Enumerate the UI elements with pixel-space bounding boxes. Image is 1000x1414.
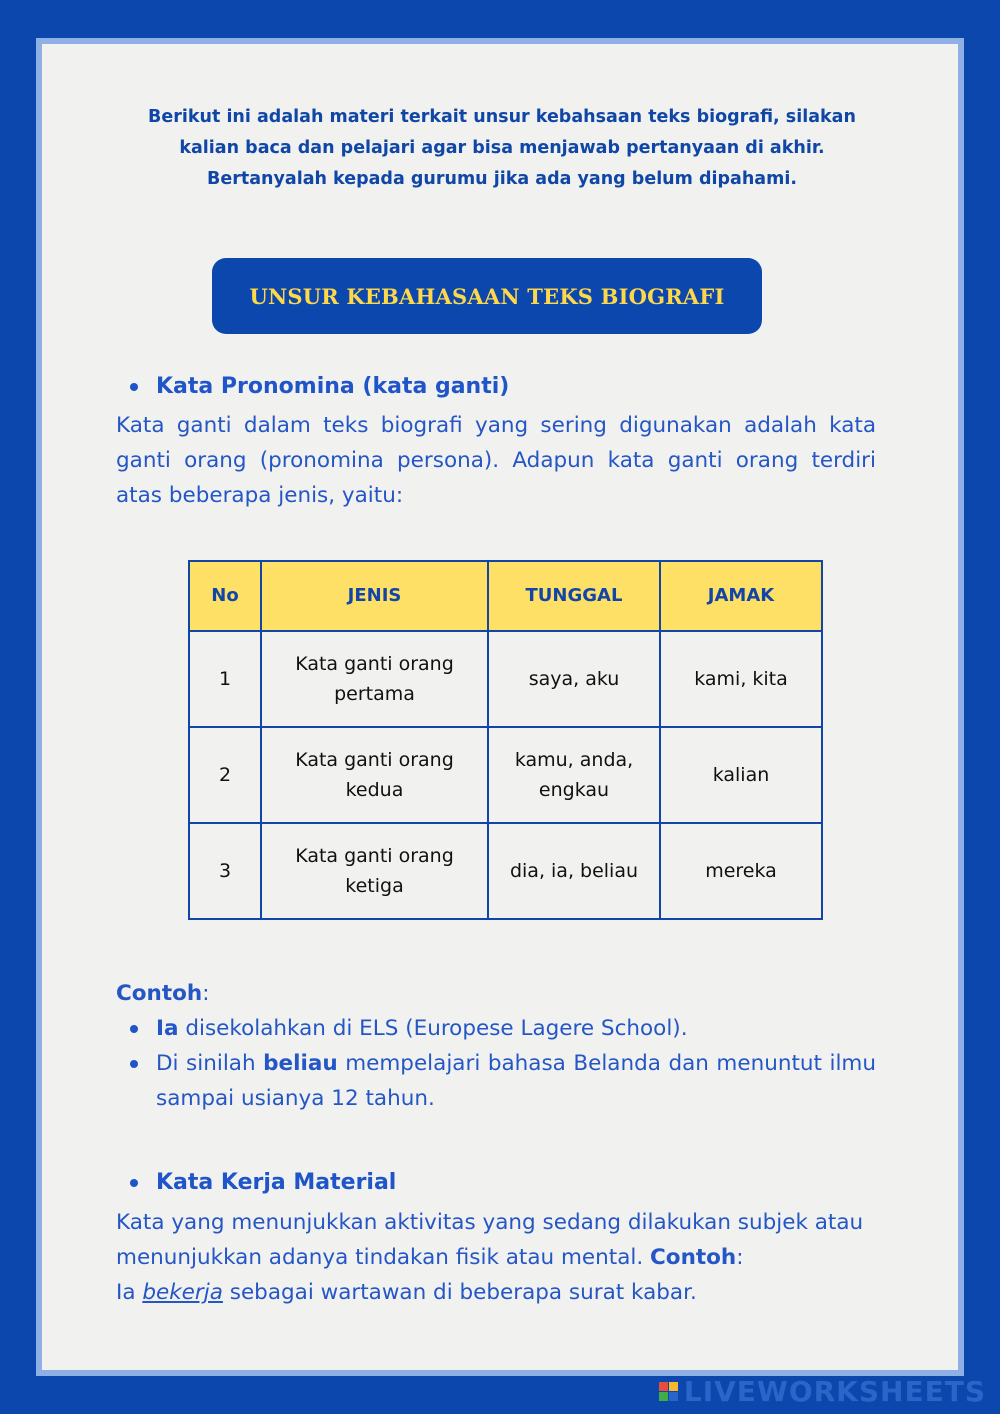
cell-jamak: mereka — [660, 823, 822, 919]
kerja-definition: Kata yang menunjukkan aktivitas yang sedang dilakukan subjek atau menunjukkan adanya tindakan fisik atau mental. — [116, 1210, 864, 1270]
table-row — [189, 631, 822, 727]
example-2-bold: beliau — [263, 1051, 338, 1076]
section-pronomina-title: Kata Pronomina (kata ganti) — [156, 374, 510, 399]
intro-line-3: Bertanyalah kepada gurumu jika ada yang belum dipahami. — [207, 169, 797, 189]
example-1-bold: Ia — [156, 1016, 179, 1041]
cell-jenis: Kata ganti orang pertama — [261, 631, 488, 727]
table-row — [189, 727, 822, 823]
example-1-text: disekolahkan di ELS (Europese Lagere School). — [178, 1016, 688, 1041]
header-jamak: JAMAK — [660, 561, 822, 631]
cell-tunggal: kamu, anda, engkau — [488, 727, 660, 823]
title-banner — [212, 258, 762, 334]
kerja-contoh-colon: : — [736, 1245, 744, 1270]
bullet-icon — [130, 1179, 138, 1187]
kerja-example-pre: Ia — [116, 1280, 143, 1305]
example-2-text: mempelajari bahasa Belanda dan menuntut ilmu sampai usianya 12 tahun. — [156, 1051, 877, 1111]
liveworksheets-logo[interactable] — [659, 1375, 986, 1408]
list-item — [130, 1011, 876, 1046]
examples-list — [130, 1011, 876, 1116]
cell-jamak: kami, kita — [660, 631, 822, 727]
cell-no: 1 — [189, 631, 261, 727]
bullet-icon — [130, 1060, 138, 1068]
list-item — [130, 1046, 876, 1116]
example-2-pre: Di sinilah — [156, 1051, 264, 1076]
kerja-example-word: bekerja — [142, 1280, 223, 1305]
kerja-example-text: sebagai wartawan di beberapa surat kabar. — [222, 1280, 697, 1305]
worksheet-page — [36, 38, 964, 1376]
contoh-colon: : — [202, 981, 210, 1006]
cell-jenis: Kata ganti orang kedua — [261, 727, 488, 823]
header-no: No — [189, 561, 261, 631]
logo-text: LIVEWORKSHEETS — [683, 1375, 986, 1408]
section-kerja-paragraph — [116, 1205, 876, 1310]
intro-text — [102, 102, 902, 195]
contoh-label: Contoh — [116, 981, 203, 1006]
cell-jamak: kalian — [660, 727, 822, 823]
cell-tunggal: dia, ia, beliau — [488, 823, 660, 919]
bullet-icon — [130, 1025, 138, 1033]
bullet-icon — [130, 383, 138, 391]
kerja-contoh-label: Contoh — [650, 1245, 737, 1270]
header-jenis: JENIS — [261, 561, 488, 631]
examples-label — [116, 976, 876, 1011]
section-kerja-heading — [130, 1170, 396, 1195]
cell-no: 3 — [189, 823, 261, 919]
intro-line-1: Berikut ini adalah materi terkait unsur kebahsaan teks biografi, silakan — [148, 107, 856, 127]
cell-jenis: Kata ganti orang ketiga — [261, 823, 488, 919]
banner-title: UNSUR KEBAHASAAN TEKS BIOGRAFI — [249, 283, 725, 309]
table-header-row — [189, 561, 822, 631]
header-tunggal: TUNGGAL — [488, 561, 660, 631]
cell-no: 2 — [189, 727, 261, 823]
section-kerja-title: Kata Kerja Material — [156, 1170, 397, 1195]
intro-line-2: kalian baca dan pelajari agar bisa menjawab pertanyaan di akhir. — [179, 138, 825, 158]
liveworksheets-logo-icon — [659, 1382, 678, 1401]
section-pronomina-heading — [130, 374, 509, 399]
table-row — [189, 823, 822, 919]
section-pronomina-paragraph: Kata ganti dalam teks biografi yang sering digunakan adalah kata ganti orang (pronomina persona). Adapun kata ganti orang terdiri atas beberapa jenis, yaitu: — [116, 413, 876, 508]
pronoun-table — [188, 560, 823, 920]
cell-tunggal: saya, aku — [488, 631, 660, 727]
